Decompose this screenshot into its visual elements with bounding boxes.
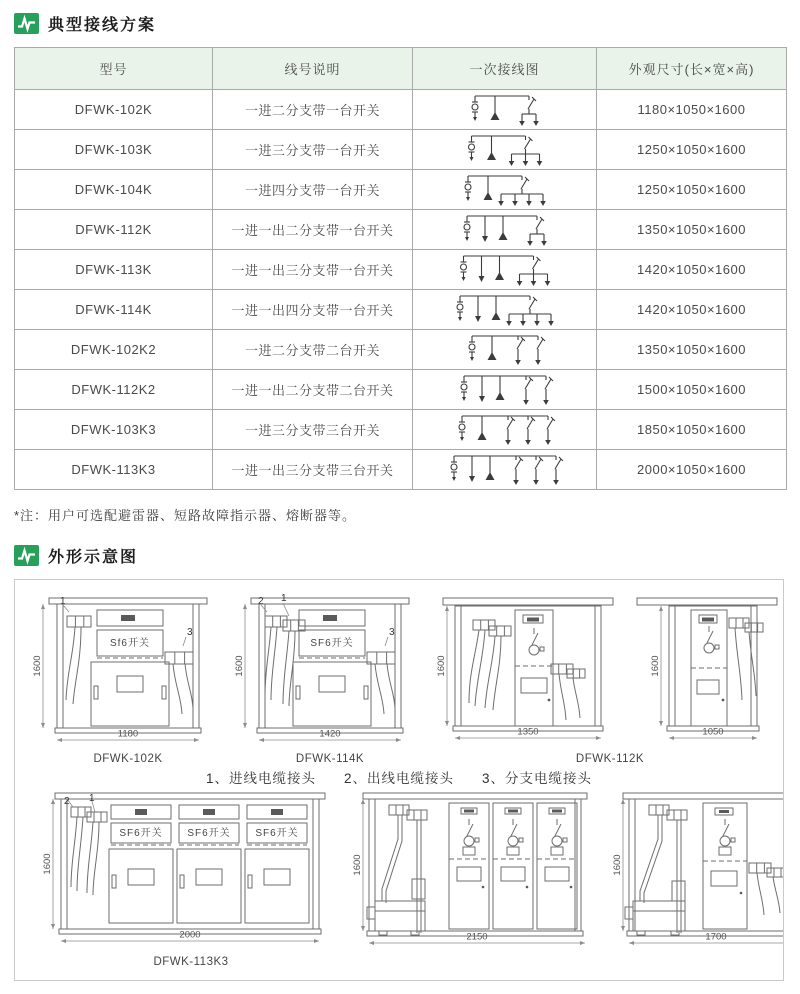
svg-text:2150: 2150 xyxy=(466,931,488,943)
desc-cell: 一进一出二分支带一台开关 xyxy=(213,210,413,250)
desc-cell: 一进一出四分支带一台开关 xyxy=(213,290,413,330)
drawing-caption: DFWK-114K xyxy=(295,753,365,765)
cabinet-drawing xyxy=(42,787,335,953)
spec-table xyxy=(14,47,787,490)
table-row xyxy=(15,290,787,330)
table-row xyxy=(15,130,787,170)
model-cell: DFWK-113K3 xyxy=(15,450,213,490)
wiring-diagram-cell xyxy=(413,330,597,370)
one-line-diagram xyxy=(413,451,597,489)
section-title-typical-wiring: 典型接线方案 xyxy=(48,17,157,34)
wiring-diagram-cell xyxy=(413,450,597,490)
one-line-diagram xyxy=(413,371,597,409)
drawing-caption: DFWK-113K3 xyxy=(153,956,229,968)
svg-text:1: 1 xyxy=(60,596,66,607)
wiring-diagram-cell xyxy=(413,210,597,250)
dims-cell: 1420×1050×1600 xyxy=(597,290,787,330)
cabinet-drawing xyxy=(612,787,784,953)
svg-text:1: 1 xyxy=(281,593,287,604)
one-line-diagram xyxy=(413,331,597,369)
svg-text:1180: 1180 xyxy=(117,728,139,740)
model-cell: DFWK-103K xyxy=(15,130,213,170)
section-header-outline xyxy=(14,544,786,567)
outline-drawing xyxy=(42,787,335,968)
table-row xyxy=(15,170,787,210)
one-line-diagram xyxy=(413,251,597,289)
dims-cell: 1420×1050×1600 xyxy=(597,250,787,290)
drawing-caption: DFWK-102K xyxy=(93,753,163,765)
table-row xyxy=(15,370,787,410)
cabinet-drawing xyxy=(635,588,781,750)
desc-cell: 一进三分支带一台开关 xyxy=(213,130,413,170)
svg-text:2000: 2000 xyxy=(179,929,201,941)
table-row xyxy=(15,90,787,130)
outline-row-2 xyxy=(23,787,775,968)
table-row xyxy=(15,210,787,250)
svg-text:1600: 1600 xyxy=(42,853,53,875)
outline-drawing xyxy=(32,588,221,765)
table-row xyxy=(15,450,787,490)
dims-cell: 1250×1050×1600 xyxy=(597,130,787,170)
model-cell: DFWK-104K xyxy=(15,170,213,210)
cabinet-drawing xyxy=(352,787,597,953)
model-cell: DFWK-114K xyxy=(15,290,213,330)
wiring-diagram-cell xyxy=(413,370,597,410)
model-cell: DFWK-112K xyxy=(15,210,213,250)
dims-cell: 1250×1050×1600 xyxy=(597,170,787,210)
desc-cell: 一进四分支带一台开关 xyxy=(213,170,413,210)
svg-text:1600: 1600 xyxy=(612,854,623,876)
svg-text:2: 2 xyxy=(64,796,70,807)
outline-drawing-pair xyxy=(436,588,781,765)
cabinet-drawing xyxy=(32,588,221,750)
one-line-diagram xyxy=(413,131,597,169)
legend-item: 2、出线电缆接头 xyxy=(343,771,454,786)
legend-item: 3、分支电缆接头 xyxy=(482,771,593,786)
svg-text:1700: 1700 xyxy=(705,931,727,943)
svg-text:1600: 1600 xyxy=(650,655,661,677)
outline-diagram-box xyxy=(14,579,784,981)
svg-text:1600: 1600 xyxy=(352,854,363,876)
model-cell: DFWK-102K2 xyxy=(15,330,213,370)
lightning-icon xyxy=(14,545,39,566)
svg-text:1600: 1600 xyxy=(436,655,447,677)
dims-cell: 2000×1050×1600 xyxy=(597,450,787,490)
one-line-diagram xyxy=(413,211,597,249)
footnote: *注：用户可选配避雷器、短路故障指示器、熔断器等。 xyxy=(14,508,357,523)
dims-cell: 1850×1050×1600 xyxy=(597,410,787,450)
svg-text:1600: 1600 xyxy=(32,655,43,677)
table-header-row xyxy=(15,48,787,90)
table-row xyxy=(15,330,787,370)
wiring-diagram-cell xyxy=(413,410,597,450)
col-header-oneline-diagram: 一次接线图 xyxy=(413,48,597,90)
desc-cell: 一进一出三分支带一台开关 xyxy=(213,250,413,290)
desc-cell: 一进三分支带三台开关 xyxy=(213,410,413,450)
dims-cell: 1500×1050×1600 xyxy=(597,370,787,410)
spec-table-body xyxy=(15,90,787,490)
cabinet-drawing xyxy=(436,588,617,750)
svg-text:SF6开关: SF6开关 xyxy=(310,638,354,649)
wiring-diagram-cell xyxy=(413,290,597,330)
dims-cell: 1350×1050×1600 xyxy=(597,210,787,250)
wiring-diagram-cell xyxy=(413,250,597,290)
svg-text:1350: 1350 xyxy=(517,726,539,738)
legend-item: 1、进线电缆接头 xyxy=(205,771,316,786)
svg-text:3: 3 xyxy=(389,627,395,638)
model-cell: DFWK-103K3 xyxy=(15,410,213,450)
svg-text:1600: 1600 xyxy=(234,655,245,677)
col-header-model: 型号 xyxy=(15,48,213,90)
svg-text:SF6开关: SF6开关 xyxy=(255,828,299,839)
table-row xyxy=(15,250,787,290)
cabinet-drawing xyxy=(234,588,423,750)
col-header-dimensions: 外观尺寸(长×宽×高) xyxy=(597,48,787,90)
col-header-wiring-desc: 线号说明 xyxy=(213,48,413,90)
svg-text:2: 2 xyxy=(258,596,264,607)
lightning-icon xyxy=(14,13,39,34)
section-title-outline: 外形示意图 xyxy=(48,549,139,566)
drawing-caption: DFWK-112K xyxy=(575,753,645,765)
wiring-diagram-cell xyxy=(413,130,597,170)
dims-cell: 1350×1050×1600 xyxy=(597,330,787,370)
model-cell: DFWK-113K xyxy=(15,250,213,290)
desc-cell: 一进一出三分支带三台开关 xyxy=(213,450,413,490)
model-cell: DFWK-102K xyxy=(15,90,213,130)
desc-cell: 一进二分支带一台开关 xyxy=(213,90,413,130)
section-header-typical-wiring xyxy=(14,12,786,35)
wiring-diagram-cell xyxy=(413,90,597,130)
outline-row-1 xyxy=(23,588,775,765)
one-line-diagram xyxy=(413,91,597,129)
svg-text:SF6开关: SF6开关 xyxy=(119,828,163,839)
one-line-diagram xyxy=(413,291,597,329)
cable-legend xyxy=(23,767,775,785)
dims-cell: 1180×1050×1600 xyxy=(597,90,787,130)
table-row xyxy=(15,410,787,450)
model-cell: DFWK-112K2 xyxy=(15,370,213,410)
svg-text:3: 3 xyxy=(187,627,193,638)
svg-text:SF6开关: SF6开关 xyxy=(187,828,231,839)
svg-text:1050: 1050 xyxy=(702,726,724,738)
one-line-diagram xyxy=(413,171,597,209)
one-line-diagram xyxy=(413,411,597,449)
outline-drawing xyxy=(612,787,784,953)
svg-text:1: 1 xyxy=(89,793,95,804)
desc-cell: 一进一出二分支带二台开关 xyxy=(213,370,413,410)
outline-drawing xyxy=(234,588,423,765)
svg-text:1420: 1420 xyxy=(319,728,341,740)
outline-drawing xyxy=(352,787,597,953)
desc-cell: 一进二分支带二台开关 xyxy=(213,330,413,370)
wiring-diagram-cell xyxy=(413,170,597,210)
svg-text:Sf6开关: Sf6开关 xyxy=(109,638,151,649)
